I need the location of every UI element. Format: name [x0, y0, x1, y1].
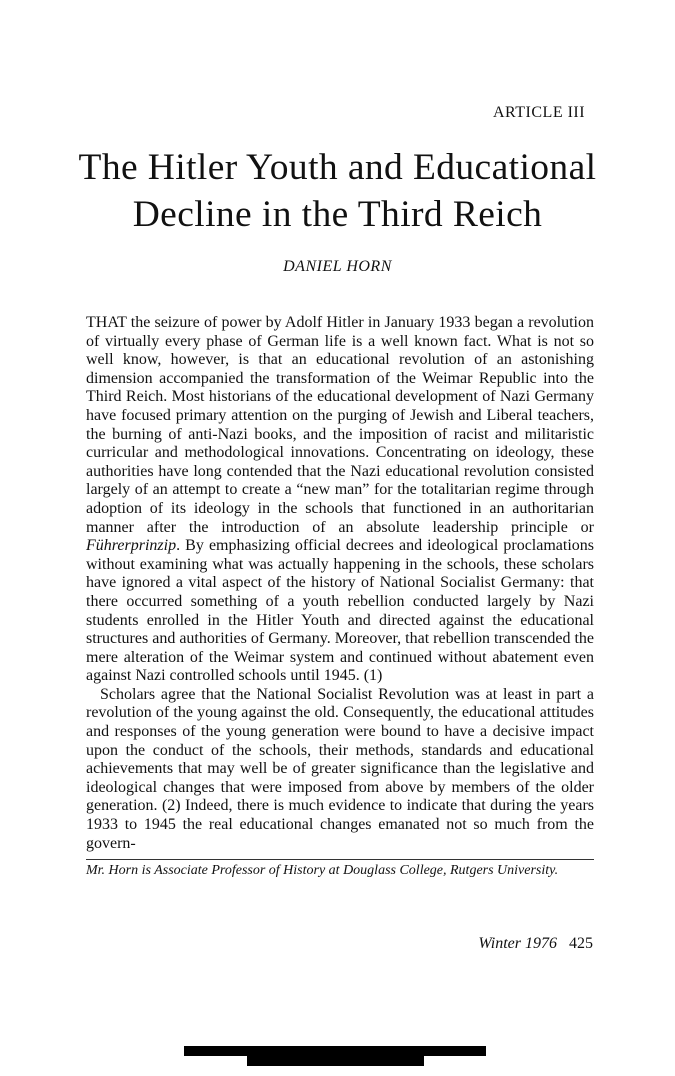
scan-bar-bottom: [247, 1046, 424, 1066]
author-footnote: Mr. Horn is Associate Professor of History at Douglass College, Rutgers University.: [86, 863, 559, 878]
fuhrerprinzip-term: Führerprinzip: [86, 537, 177, 555]
page-number: 425: [569, 935, 593, 952]
article-label: ARTICLE III: [493, 104, 586, 121]
paragraph-1-text-b: . By emphasizing official decrees and ideological proclamations without examining what was actually happening in the schools, these scholars have ignored a vital aspect of the history of National Socialist Germany: that there occurred something of a youth rebellion conducted largely by Nazi students enrolled in the Hitler Youth and directed against the educational structures and authorities of Germany. Moreover, that rebellion transcended the mere alteration of the Weimar system and continued without abatement even against Nazi controlled schools until 1945. (1): [86, 537, 594, 685]
paragraph-1: [86, 314, 594, 686]
footnote-divider: [86, 859, 594, 860]
page-footer: [478, 935, 593, 953]
paragraph-2: Scholars agree that the National Socialist Revolution was at least in part a revolution of the young against the old. Consequently, the educational attitudes and responses of the young generation were bound to have a decisive impact upon the conduct of the schools, their methods, standards and educational achievements that may well be of greater significance than the legislative and ideological changes that were imposed from above by members of the older generation. (2) Indeed, there is much evidence to indicate that during the years 1933 to 1945 the real educational changes emanated not so much from the govern-: [86, 685, 594, 852]
article-title-line-1: The Hitler Youth and Educational: [78, 147, 597, 188]
paragraph-1-text-a: THAT the seizure of power by Adolf Hitler in January 1933 began a revolution of virtually every phase of German life is a well known fact. What is not so well know, however, is that an educational revolution of an astonishing dimension accompanied the transformation of the Weimar Republic into the Third Reich. Most historians of the educational development of Nazi Germany have focused primary attention on the purging of Jewish and Liberal teachers, the burning of anti-Nazi books, and the imposition of racist and militaristic curricular and methodological innovations. Concentrating on ideology, these authorities have long contended that the Nazi educational revolution consisted largely of an attempt to create a “new man” for the totalitarian regime through adoption of its ideology in the schools that functioned in an authoritarian manner after the introduction of an absolute leadership principle or: [86, 314, 594, 536]
article-body: [86, 314, 594, 853]
author-name: DANIEL HORN: [283, 258, 392, 275]
journal-issue: Winter 1976: [478, 935, 557, 952]
article-title-line-2: Decline in the Third Reich: [132, 194, 543, 235]
